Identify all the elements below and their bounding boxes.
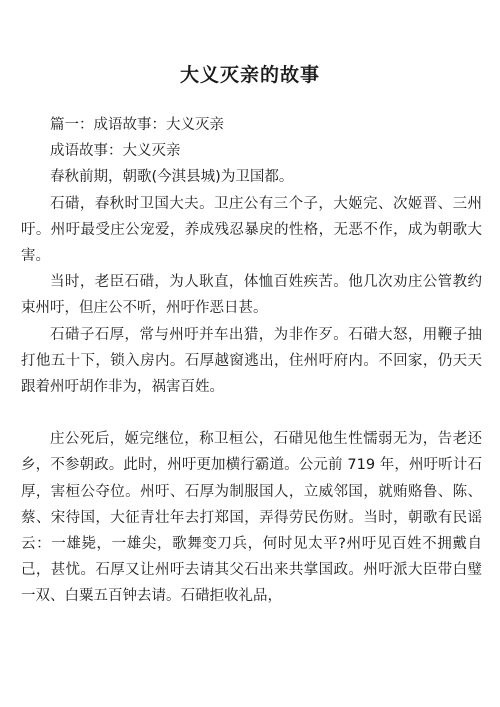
paragraph-subheading: 成语故事：大义灭亲 xyxy=(50,143,181,160)
paragraph: 春秋前期，朝歌(今淇县城)为卫国都。 xyxy=(50,169,294,186)
paragraph: 庄公死后，姬完继位，称卫桓公，石碏见他生性懦弱无为，告老还乡，不参朝政。此时，州吁更加横行霸道。公元前 719 年，州吁听计石厚，害桓公夺位。州吁、石厚为制服国人，立威邻国，就贿赂鲁、陈、蔡、宋待国，大征青壮年去打郑国，弄得劳民伤财。当时，朝歌有民谣云：一雄毙，一雄尖，歌舞变刀兵，何时见太平?州吁见百姓不拥戴自己，甚忧。石厚又让州吁去请其父石出来共掌国政。州吁派大臣带白璧一双、白粟五百钟去请。石碏拒收礼品， xyxy=(21,431,482,605)
paragraph-spacer xyxy=(81,400,444,426)
document-title: 大义灭亲的故事 xyxy=(179,64,320,86)
paragraph: 石碏，春秋时卫国大夫。卫庄公有三个子，大姬完、次姬晋、三州吁。州吁最受庄公宠爱，养成残忍暴戾的性格，无恶不作，成为朝歌大害。 xyxy=(21,195,482,265)
paragraph-heading: 篇一：成语故事：大义灭亲 xyxy=(50,117,224,133)
paragraph: 当时，老臣石碏，为人耿直，体恤百姓疾苦。他几次劝庄公管教约束州吁，但庄公不听，州吁作恶日甚。 xyxy=(21,274,482,317)
paragraph: 石碏子石厚，常与州吁并车出猎，为非作歹。石碏大怒，用鞭子抽打他五十下，锁入房内。石厚越窗逃出，住州吁府内。不回家，仍天天跟着州吁胡作非为，祸害百姓。 xyxy=(21,326,482,396)
